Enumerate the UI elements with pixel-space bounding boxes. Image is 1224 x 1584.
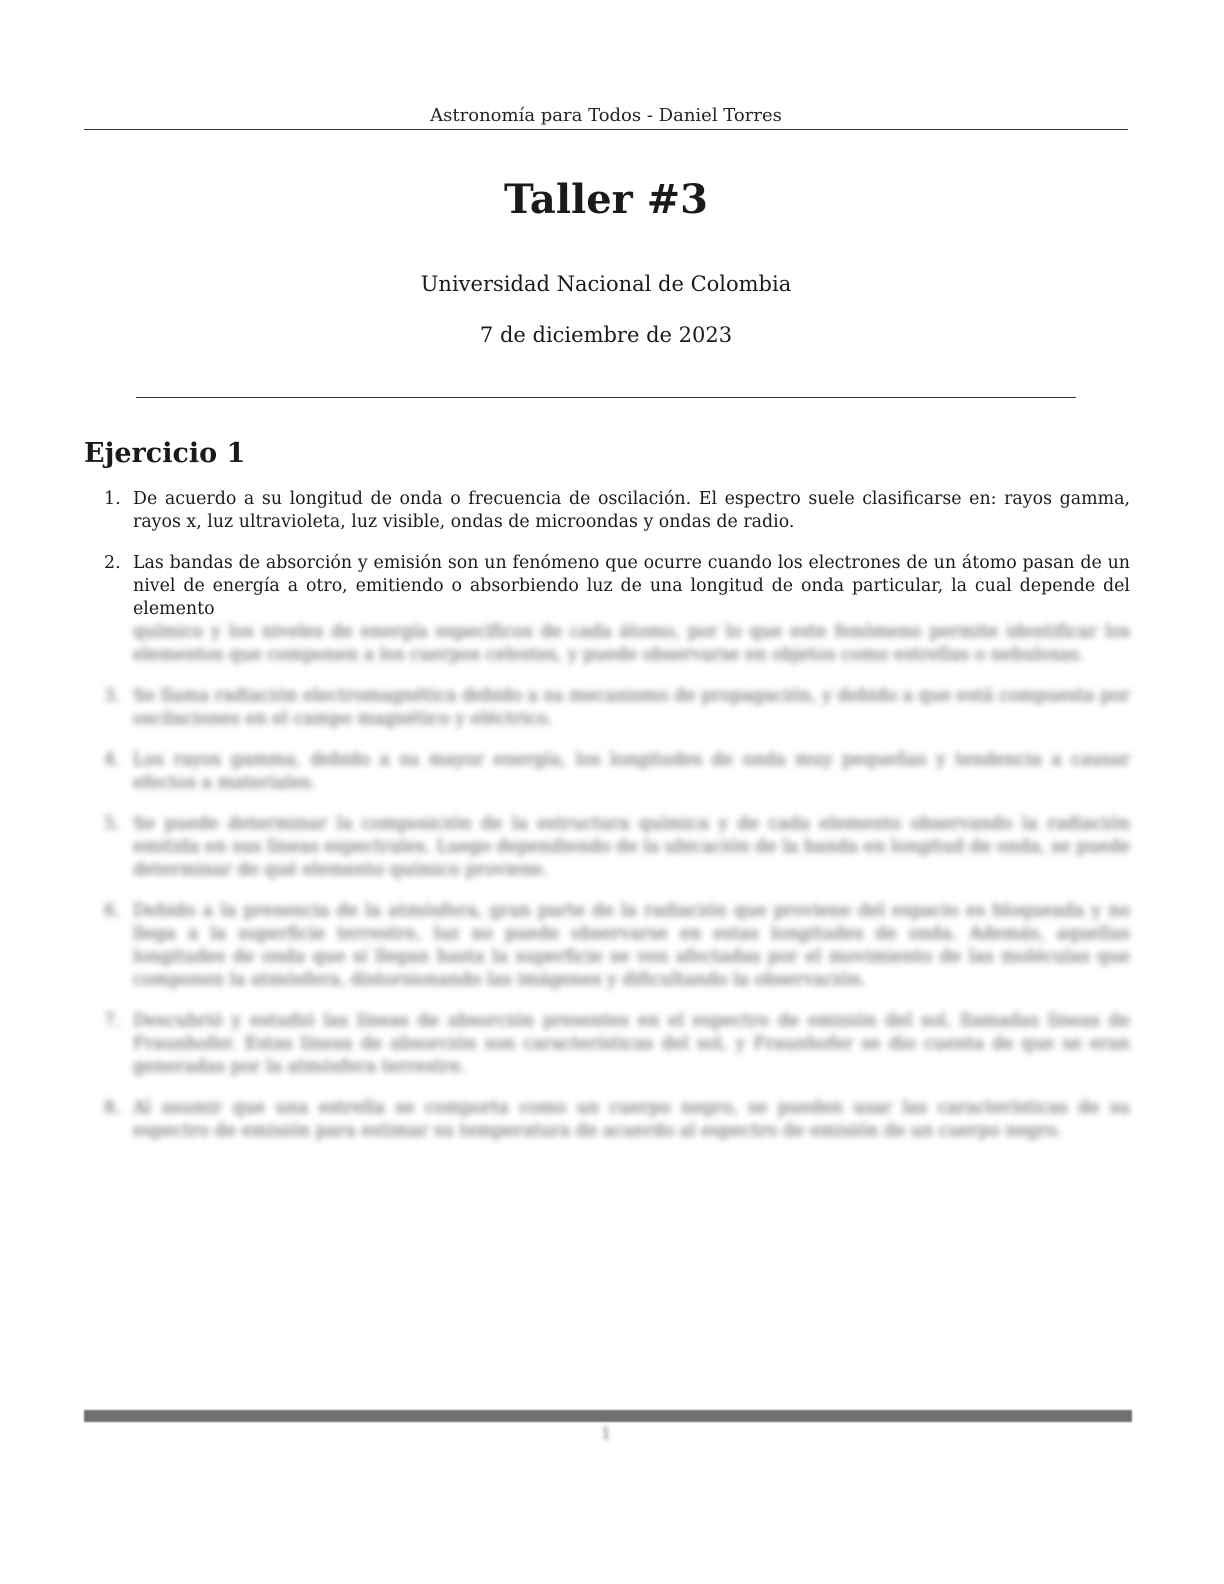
item-text: Las bandas de absorción y emisión son un fenómeno que ocurre cuando los electrones de un átomo pasan de un nivel de energía a otro, emitiendo o absorbiendo luz de una longitud de onda particular, la cual depende del elemento	[133, 553, 1130, 619]
list-item	[84, 1097, 1130, 1143]
list-item	[84, 749, 1130, 795]
item-number: 6.	[104, 901, 121, 921]
list-item	[84, 685, 1130, 731]
title-rule	[136, 397, 1076, 398]
item-number: 8.	[104, 1098, 121, 1118]
item-number: 1.	[104, 489, 121, 509]
document-title: Taller #3	[503, 176, 709, 223]
footer-bar	[84, 1410, 1132, 1422]
item-text: De acuerdo a su longitud de onda o frecuencia de oscilación. El espectro suele clasificarse en: rayos gamma, rayos x, luz ultravioleta, luz visible, ondas de microondas y ondas de radio.	[133, 489, 1130, 532]
document-date: 7 de diciembre de 2023	[479, 323, 733, 347]
running-header: Astronomía para Todos - Daniel Torres	[430, 105, 782, 126]
item-text-blurred: Los rayos gamma, debido a su mayor energía, los longitudes de onda muy pequeñas y tendencia a causar efectos a materiales.	[133, 750, 1130, 793]
item-number: 7.	[104, 1011, 121, 1031]
item-text-blurred: Al asumir que una estrella se comporta como un cuerpo negro, se pueden usar las características de su espectro de emisión para estimar su temperatura de acuerdo al espectro de emisión de un cuerpo negro.	[133, 1098, 1130, 1141]
list-item	[84, 900, 1130, 992]
item-text-blurred: Se llama radiación electromagnética debido a su mecanismo de propagación, y debido a que está compuesta por oscilaciones en el campo magnético y eléctrico.	[133, 686, 1130, 729]
header-rule	[84, 129, 1128, 130]
exercise-list	[84, 488, 1130, 1161]
item-text-blurred: Debido a la presencia de la atmósfera, gran parte de la radiación que proviene del espacio es bloqueada y no llega a la superficie terrestre, luz no puede observarse en estas longitudes de onda. Además, aquellas longitudes de onda que sí llegan hasta la superficie se ven afectadas por el movimiento de las moléculas que componen la atmósfera, distorsionando las imágenes y dificultando la observación.	[133, 901, 1130, 990]
item-text-blurred: Descubrió y estudió las líneas de absorción presentes en el espectro de emisión del sol, llamadas líneas de Fraunhofer. Estas líneas de absorción son características del sol, y Fraunhofer se dio cuenta de que se eran generadas por la atmósfera terrestre.	[133, 1011, 1130, 1077]
item-number: 2.	[104, 553, 121, 573]
list-item	[84, 552, 1130, 667]
item-number: 4.	[104, 750, 121, 770]
list-item	[84, 1010, 1130, 1079]
item-text-blurred: Se puede determinar la composición de la estructura química y de cada elemento observando la radiación emitida en sus líneas espectrales. Luego dependiendo de la ubicación de la banda en longitud de onda, se puede determinar de qué elemento químico proviene.	[133, 814, 1130, 880]
list-item	[84, 813, 1130, 882]
item-number: 3.	[104, 686, 121, 706]
section-heading: Ejercicio 1	[84, 438, 246, 469]
item-text-blurred: químico y los niveles de energía específicos de cada átomo, por lo que este fenómeno permite identificar los elementos que componen a los cuerpos celestes, y puede observarse en objetos como estrellas o nebulosas.	[133, 622, 1130, 665]
institution-name: Universidad Nacional de Colombia	[420, 272, 792, 296]
item-number: 5.	[104, 814, 121, 834]
page-number: 1	[600, 1424, 612, 1444]
list-item	[84, 488, 1130, 534]
